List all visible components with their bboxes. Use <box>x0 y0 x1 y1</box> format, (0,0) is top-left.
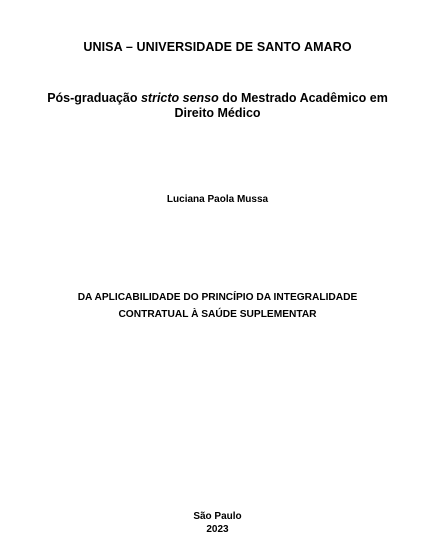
institution-name: UNISA – UNIVERSIDADE DE SANTO AMARO <box>83 40 352 54</box>
place-and-date <box>0 510 435 536</box>
program-line-1 <box>0 91 435 106</box>
author-name: Luciana Paola Mussa <box>166 194 269 205</box>
program-emphasis: stricto senso <box>140 91 219 105</box>
program-suffix: do Mestrado Acadêmico em <box>218 91 388 105</box>
program-description <box>0 91 435 121</box>
work-title <box>0 289 435 323</box>
program-line-2: Direito Médico <box>174 106 261 120</box>
year: 2023 <box>206 524 229 535</box>
program-prefix: Pós-graduação <box>47 91 141 105</box>
work-title-line-1: DA APLICABILIDADE DO PRINCÍPIO DA INTEGRALIDADE <box>77 292 358 303</box>
city: São Paulo <box>193 511 242 522</box>
work-title-line-2: CONTRATUAL À SAÚDE SUPLEMENTAR <box>118 309 317 320</box>
